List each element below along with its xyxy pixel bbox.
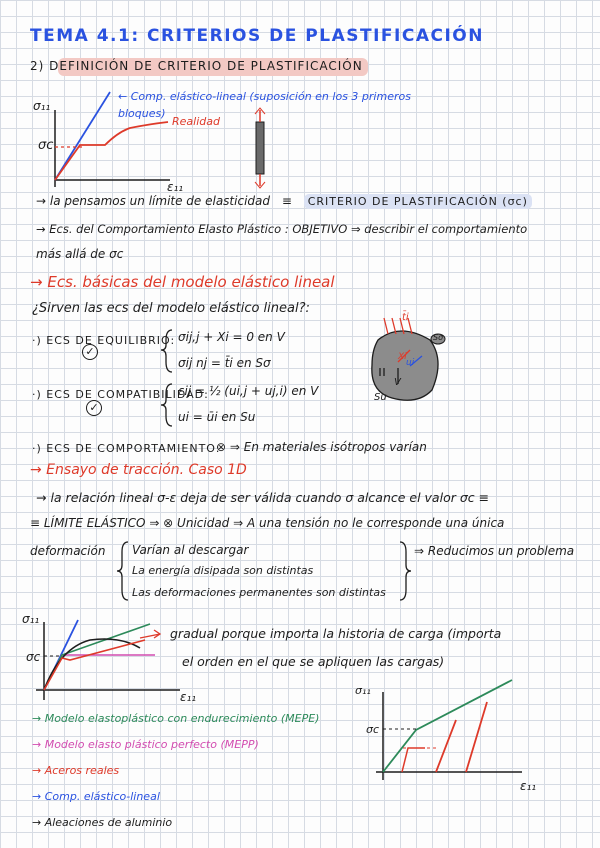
eq-line-1: σij,j + Xi = 0 en V — [178, 330, 285, 344]
section3-heading: → Ensayo de tracción. Caso 1D — [30, 462, 247, 478]
body-sigma-label: Sσ — [433, 333, 444, 342]
line-limit-eq: ≡ — [281, 194, 292, 208]
section2-question: ¿Sirven las ecs del modelo elástico lineal?: — [32, 301, 310, 316]
graph2-ylabel: σ₁₁ — [22, 612, 40, 626]
graph1-ylabel: σ₁₁ — [33, 99, 51, 113]
comp-check-icon: ✓ — [86, 400, 102, 416]
behav-label: ·) ECS DE COMPORTAMIENTO: — [32, 442, 221, 455]
graph2-sigma-c: σc — [26, 650, 41, 664]
legend-item-mepp: → Modelo elasto plástico perfecto (MEPP) — [32, 738, 259, 751]
comp-label: ·) ECS DE COMPATIBILIDAD: — [32, 388, 209, 401]
legend-item-mepe: → Modelo elastoplástico con endurecimiento (MEPE) — [32, 712, 320, 725]
body-v-label: V — [394, 377, 401, 388]
brace-result: ⇒ Reducimos un problema — [414, 544, 575, 558]
graph1-note-real: Realidad — [172, 115, 220, 128]
section-heading: 2) DEFINICIÓN DE CRITERIO DE PLASTIFICACIÓN — [30, 59, 363, 73]
page-title: TEMA 4.1: CRITERIOS DE PLASTIFICACIÓN — [30, 26, 484, 46]
graph3-xlabel: ε₁₁ — [520, 779, 537, 793]
section3-line-2: ≡ LÍMITE ELÁSTICO ⇒ ⊗ Unicidad ⇒ A una tensión no le corresponde una única — [30, 516, 505, 530]
criterion-box: CRITERIO DE PLASTIFICACIÓN (σc) — [304, 194, 532, 209]
body-ti-label: t̄i — [402, 312, 409, 323]
eq-check-icon: ✓ — [82, 344, 98, 360]
legend-item-steel: → Aceros reales — [32, 764, 120, 777]
line-objective: → Ecs. del Comportamiento Elasto Plástico : OBJETIVO ⇒ describir el comportamiento — [36, 222, 528, 236]
graph2-xlabel: ε₁₁ — [180, 690, 197, 704]
body-xi-label: Xi — [398, 352, 407, 362]
graph1-sigma-c: σc — [38, 138, 54, 153]
body-su-label: Su — [374, 392, 387, 403]
graph1-xlabel: ε₁₁ — [167, 180, 184, 194]
graph3-sigma-c: σc — [366, 723, 380, 736]
line-limit-pre: → la pensamos un límite de elasticidad — [36, 194, 270, 208]
section3-line-3: deformación — [30, 544, 106, 558]
body-ui-label: ui — [406, 358, 415, 368]
section2-heading: → Ecs. básicas del modelo elástico lineal — [30, 273, 335, 291]
eq-label: ·) ECS DE EQUILIBRIO: — [32, 334, 176, 347]
legend-item-aluminium: → Aleaciones de aluminio — [32, 816, 173, 829]
behav-text: ⊗ ⇒ En materiales isótropos varían — [216, 440, 427, 454]
legend-item-linear: → Comp. elástico-lineal — [32, 790, 160, 803]
comp-line-1: εij = ½ (ui,j + uj,i) en V — [178, 384, 319, 398]
section3-line-1: → la relación lineal σ-ε deja de ser válida cuando σ alcance el valor σc ≡ — [36, 490, 490, 505]
comp-line-2: ui = ūi en Su — [178, 410, 256, 424]
brace-item-3: Las deformaciones permanentes son distintas — [132, 586, 386, 599]
graph2-note-1: gradual porque importa la historia de carga (importa — [170, 626, 502, 641]
line-beyond: más allá de σc — [36, 247, 124, 261]
graph1-note-linear: ← Comp. elástico-lineal (suposición en los 3 primeros bloques) — [118, 90, 411, 120]
graph2-note-2: el orden en el que se apliquen las cargas) — [182, 654, 445, 669]
brace-item-2: La energía disipada son distintas — [132, 564, 314, 577]
eq-line-2: σij nj = t̄i en Sσ — [178, 356, 271, 370]
graph3-ylabel: σ₁₁ — [355, 684, 371, 697]
brace-item-1: Varían al descargar — [132, 543, 249, 557]
